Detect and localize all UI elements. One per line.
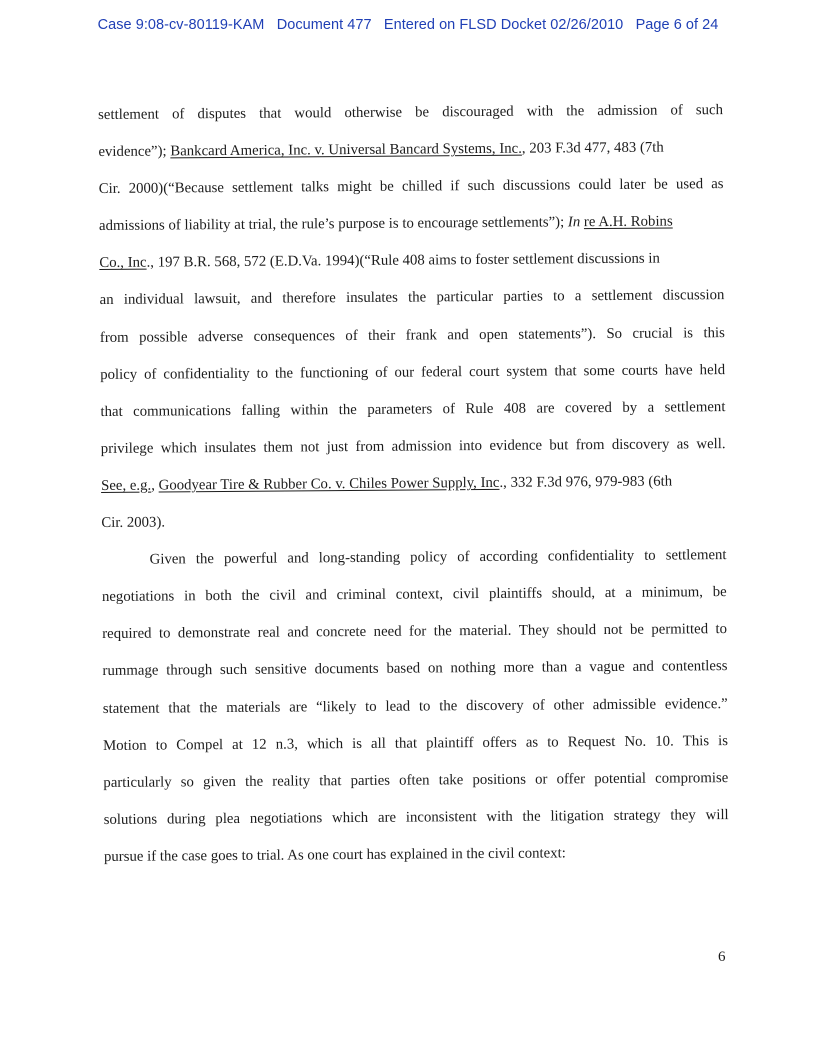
- text-line: that communications falling within the parameters of Rule 408 are covered by a settlement: [100, 398, 726, 420]
- text-line: pursue if the case goes to trial. As one court has explained in the civil context:: [103, 845, 566, 865]
- case-citation: Co., Inc: [99, 254, 147, 272]
- docket-header: [0, 17, 816, 33]
- case-citation: re A.H. Robins: [583, 213, 673, 231]
- text-line: settlement of disputes that would otherwise be discouraged with the admission of such: [98, 102, 724, 123]
- text-line: evidence”); Bankcard America, Inc. v. Universal Bancard Systems, Inc. , 203 F.3d 477, 483 (7th: [98, 129, 723, 171]
- case-number: Case 9:08-cv-80119-KAM: [97, 17, 265, 33]
- signal-see: See, e.g.: [100, 477, 152, 494]
- document-number: Document 477: [276, 17, 372, 33]
- text-line: particularly so given the reality that parties often take positions or offer potential compromise: [103, 769, 729, 791]
- text-line: an individual lawsuit, and therefore insulates the particular parties to a settlement discussion: [99, 287, 725, 309]
- body-text: [98, 92, 729, 876]
- text-line: negotiations in both the civil and criminal context, civil plaintiffs should, at a minimum, be: [101, 584, 727, 606]
- text-line: Motion to Compel at 12 n.3, which is all that plaintiff offers as to Request No. 10. This is: [103, 732, 729, 754]
- text-line: rummage through such sensitive documents based on nothing more than a vague and contentless: [102, 658, 728, 680]
- text-line: privilege which insulates them not just from admission into evidence but from discovery as well.: [100, 435, 726, 457]
- text-line: from possible adverse consequences of their frank and open statements”). So crucial is this: [99, 324, 725, 346]
- page-number: 6: [718, 949, 726, 965]
- case-citation: Bankcard America, Inc. v. Universal Bancard Systems, Inc.: [170, 140, 522, 160]
- case-citation: Goodyear Tire & Rubber Co. v. Chiles Power Supply, Inc: [158, 474, 500, 494]
- text-line: Cir. 2003).: [101, 514, 166, 532]
- docket-entry: Entered on FLSD Docket 02/26/2010: [383, 17, 624, 33]
- paragraph-start: Given the powerful and long-standing policy of according confidentiality to settlement: [149, 547, 727, 568]
- text-line: See, e.g. , Goodyear Tire & Rubber Co. v. Chiles Power Supply, Inc ., 332 F.3d 976, 979-983 (6th: [101, 463, 726, 505]
- text-line: Co., Inc ., 197 B.R. 568, 572 (E.D.Va. 1994)(“Rule 408 aims to foster settlement discussions in: [99, 240, 724, 282]
- text-line: required to demonstrate real and concrete need for the material. They should not be permitted to: [102, 621, 728, 643]
- text-line: admissions of liability at trial, the rule’s purpose is to encourage settlements”); In re A.H. Robins: [99, 203, 724, 245]
- text-line: Cir. 2000)(“Because settlement talks might be chilled if such discussions could later be used as: [98, 176, 724, 198]
- text-line: statement that the materials are “likely to lead to the discovery of other admissible evidence.”: [102, 695, 728, 717]
- text-line: solutions during plea negotiations which are inconsistent with the litigation strategy they will: [103, 806, 729, 828]
- text-line: policy of confidentiality to the functioning of our federal court system that some courts have held: [100, 361, 726, 383]
- page-count: Page 6 of 24: [635, 17, 719, 33]
